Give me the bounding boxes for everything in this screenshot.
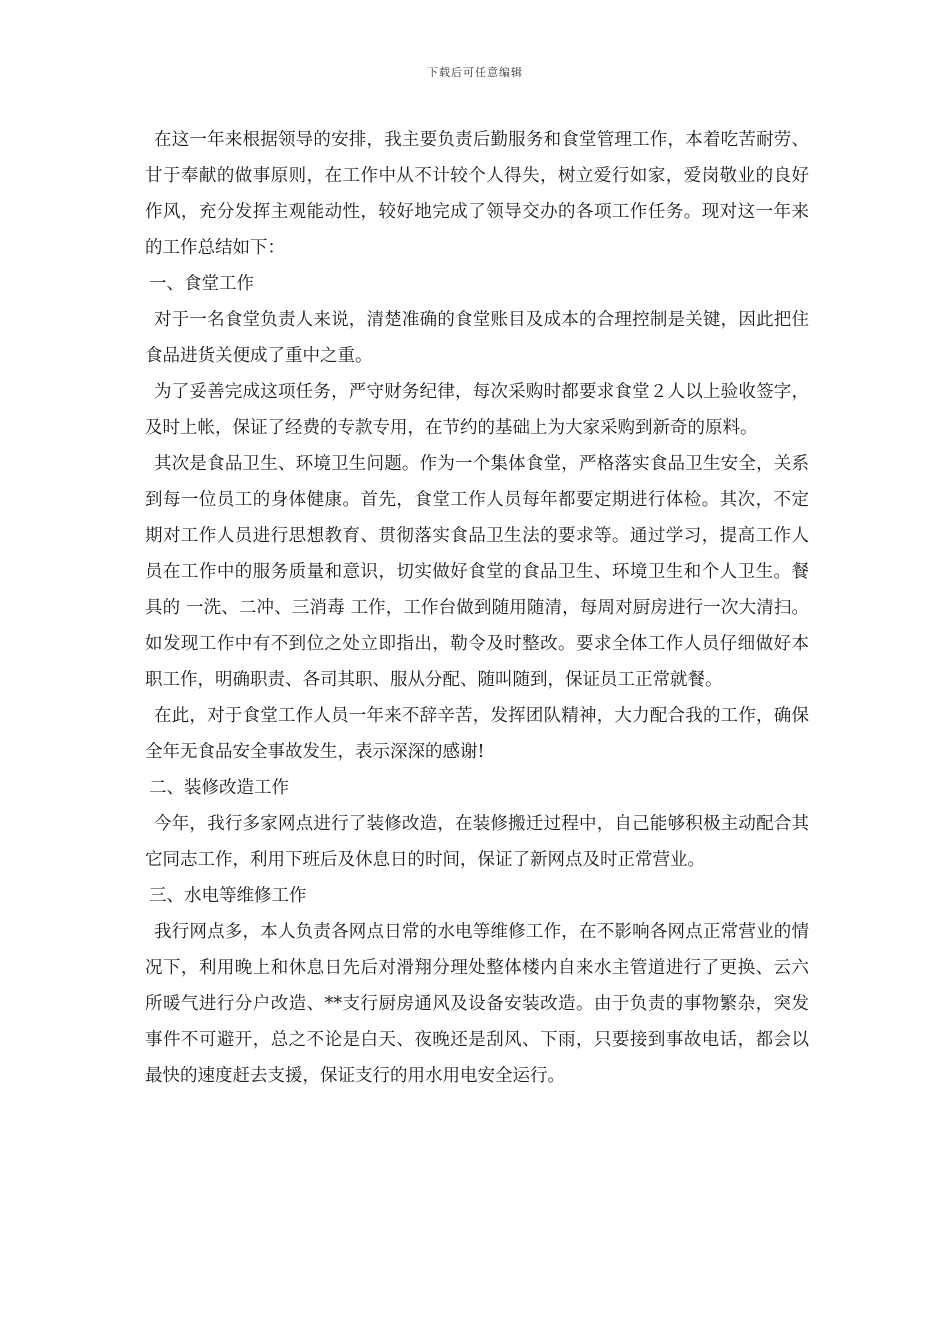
header-note: 下载后可任意编辑 — [427, 66, 523, 79]
paragraph: 其次是食品卫生、环境卫生问题。作为一个集体食堂，严格落实食品卫生安全，关系到每一位员工的身体健康。首先，食堂工作人员每年都要定期进行体检。其次，不定期对工作人员进行思想教育、贯彻落实食品卫生法的要求等。通过学习，提高工作人员在工作中的服务质量和意识，切实做好食堂的食品卫生、环境卫生和个人卫生。餐具的 一洗、二冲、三消毒 工作，工作台做到随用随清，每周对厨房进行一次大清扫。如发现工作中有不到位之处立即指出，勒令及时整改。要求全体工作人员仔细做好本职工作，明确职责、各司其职、服从分配、随叫随到，保证员工正常就餐。 — [145, 454, 809, 690]
document-body — [145, 122, 809, 1094]
paragraph: 我行网点多，本人负责各网点日常的水电等维修工作，在不影响各网点正常营业的情况下，利用晚上和休息日先后对滑翔分理处整体楼内自来水主管道进行了更换、云六所暖气进行分户改造、**支行厨房通风及设备安装改造。由于负责的事物繁杂，突发事件不可避开，总之不论是白天、夜晚还是刮风、下雨，只要接到事故电话，都会以最快的速度赶去支援，保证支行的用水用电安全运行。 — [145, 922, 809, 1086]
intro-paragraph: 在这一年来根据领导的安排，我主要负责后勤服务和食堂管理工作，本着吃苦耐劳、甘于奉献的做事原则，在工作中从不计较个人得失，树立爱行如家，爱岗敬业的良好作风，充分发挥主观能动性，较好地完成了领导交办的各项工作任务。现对这一年来的工作总结如下： — [145, 130, 809, 258]
paragraph: 对于一名食堂负责人来说，清楚准确的食堂账目及成本的合理控制是关键，因此把住食品进货关便成了重中之重。 — [145, 310, 809, 366]
section-heading-canteen: 一、食堂工作 — [149, 274, 254, 294]
section-heading-renovation: 二、装修改造工作 — [149, 778, 289, 798]
paragraph: 为了妥善完成这项任务，严守财务纪律，每次采购时都要求食堂２人以上验收签字，及时上帐，保证了经费的专款专用，在节约的基础上为大家采购到新奇的原料。 — [145, 382, 809, 438]
section-heading-maintenance: 三、水电等维修工作 — [149, 886, 307, 906]
paragraph: 今年，我行多家网点进行了装修改造，在装修搬迁过程中，自己能够积极主动配合其它同志工作，利用下班后及休息日的时间，保证了新网点及时正常营业。 — [145, 814, 809, 870]
paragraph: 在此，对于食堂工作人员一年来不辞辛苦，发挥团队精神，大力配合我的工作，确保全年无食品安全事故发生，表示深深的感谢! — [145, 706, 809, 762]
